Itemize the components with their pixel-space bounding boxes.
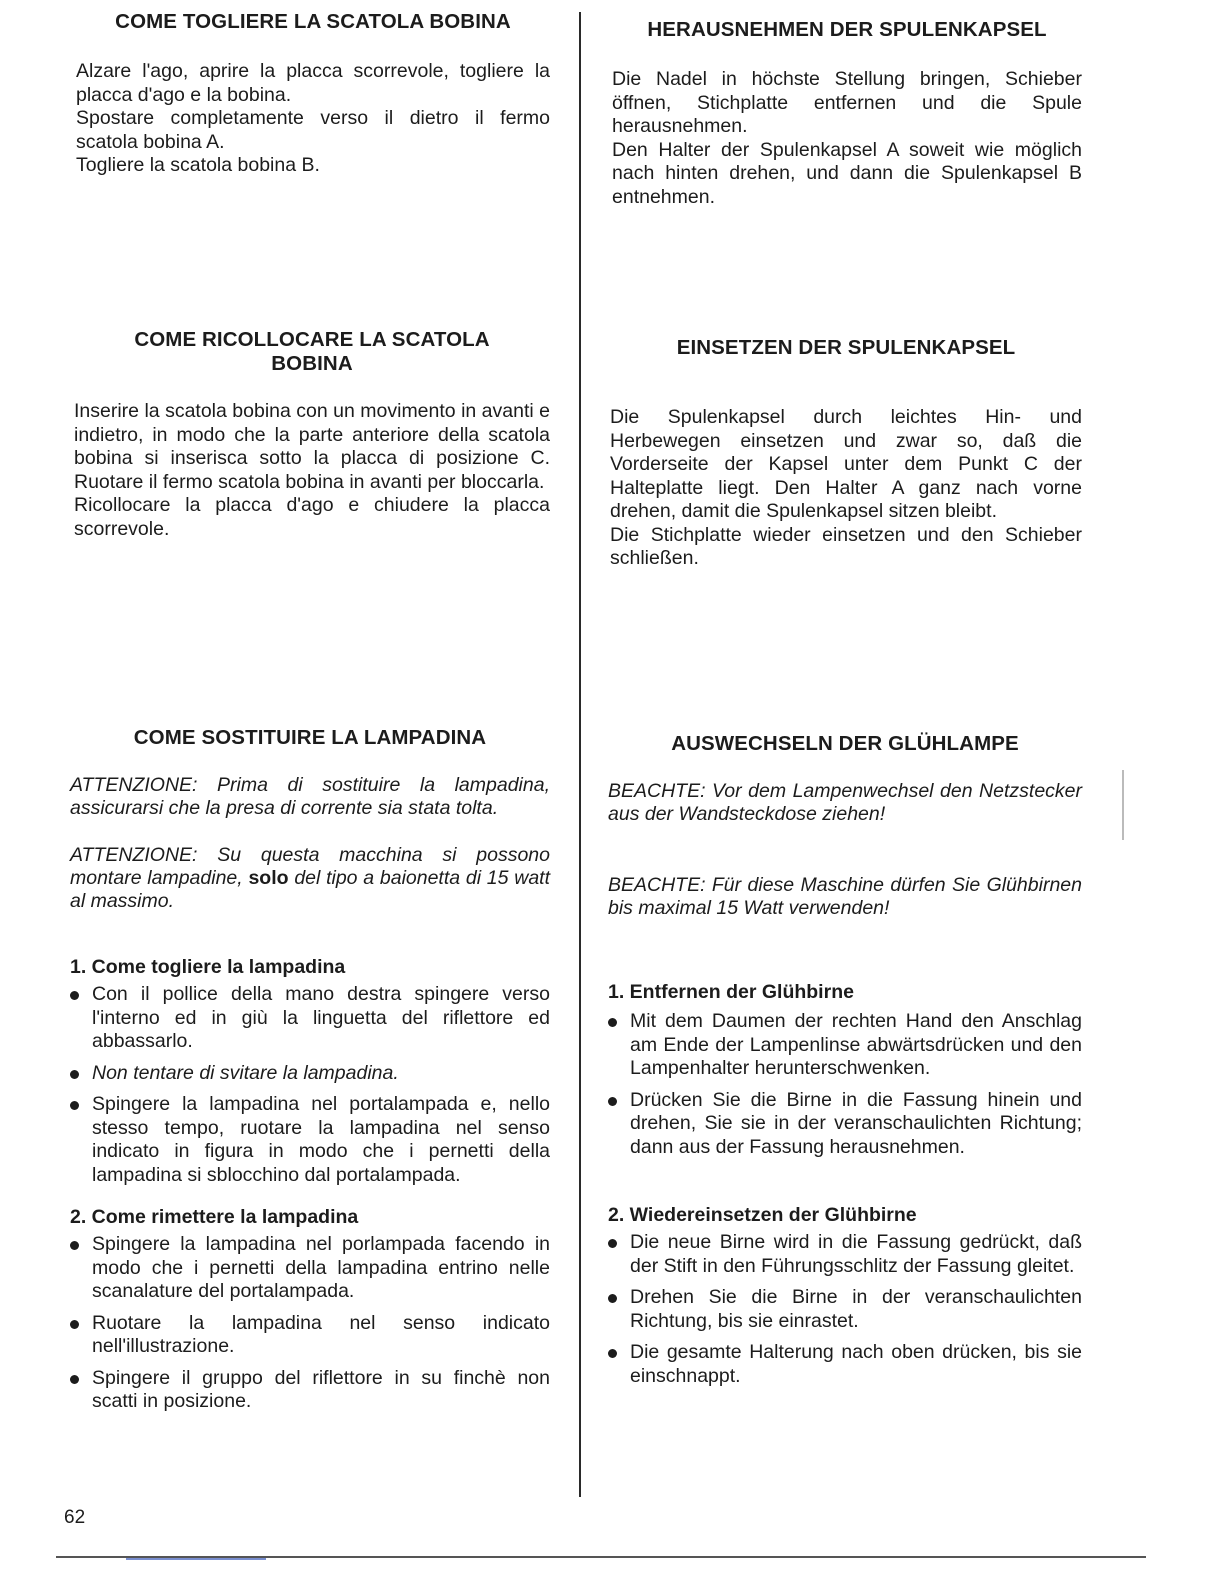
bullet-icon [70, 1375, 79, 1384]
it-remove-bobbin-section [76, 10, 550, 178]
de-step2-title: 2. Wiedereinsetzen der Glühbirne [608, 1204, 917, 1226]
list-item: Spingere la lampadina nel portalampada e, nello stesso tempo, ruotare la lampadina nel senso indicato in figura in modo che i pernetti della lampadina si sblocchino dal portalampada. [70, 1093, 550, 1187]
page-number: 62 [64, 1507, 86, 1528]
de-remove-bobbin-section [612, 18, 1082, 209]
de-bulb-note-1: BEACHTE: Vor dem Lampenwechsel den Netzstecker aus der Wandsteckdose ziehen! [608, 780, 1082, 825]
it-bulb-note-2-a: ATTENZIONE: Su questa macchina si possono montare lampadine, [70, 844, 550, 889]
it-step1-list [70, 983, 550, 1187]
de-bulb-note-2: BEACHTE: Für diese Maschine dürfen Sie Glühbirnen bis maximal 15 Watt verwenden! [608, 874, 1082, 919]
it-bulb-note-2 [70, 844, 550, 913]
list-item: Spingere il gruppo del riflettore in su finchè non scatti in posizione. [70, 1367, 550, 1414]
list-item: Ruotare la lampadina nel senso indicato nell'illustrazione. [70, 1312, 550, 1359]
it-bulb-section [70, 726, 550, 1422]
it-replace-bobbin-section [74, 328, 550, 541]
bullet-icon [608, 1097, 617, 1106]
bullet-icon [70, 1320, 79, 1329]
list-item: Die neue Birne wird in die Fassung gedrückt, daß der Stift in den Führungsschlitz der Fassung gleitet. [608, 1231, 1082, 1278]
it-remove-bobbin-title: COME TOGLIERE LA SCATOLA BOBINA [115, 10, 511, 33]
bullet-icon [70, 1101, 79, 1110]
list-item: Non tentare di svitare la lampadina. [70, 1062, 550, 1086]
list-item: Spingere la lampadina nel porlampada facendo in modo che i pernetti della lampadina entrino nelle scanalature del portalampada. [70, 1233, 550, 1304]
de-step1-title: 1. Entfernen der Glühbirne [608, 981, 854, 1003]
it-step2-list [70, 1233, 550, 1414]
de-remove-bobbin-text: Die Nadel in höchste Stellung bringen, Schieber öffnen, Stichplatte entfernen und die Spule herausnehmen. Den Halter der Spulenkapsel A soweit wie möglich nach hinten drehen, und dann die Spulenkapsel B entnehmen. [612, 68, 1082, 208]
bullet-icon [70, 1070, 79, 1079]
list-item: Con il pollice della mano destra spingere verso l'interno ed in giù la linguetta del riflettore ed abbassarlo. [70, 983, 550, 1054]
it-step1-title: 1. Come togliere la lampadina [70, 956, 346, 978]
it-bulb-note-1: ATTENZIONE: Prima di sostituire la lampadina, assicurarsi che la presa di corrente sia stata tolta. [70, 774, 550, 819]
scan-edge-mark [1122, 770, 1124, 840]
bottom-rule-accent [126, 1558, 266, 1560]
de-replace-bobbin-text: Die Spulenkapsel durch leichtes Hin- und Herbewegen einsetzen und zwar so, daß die Vorderseite der Kapsel unter dem Punkt C der Halteplatte liegt. Den Halter A ganz nach vorne drehen, damit die Spulenkapsel sitzen bleibt. Die Stichplatte wieder einsetzen und den Schieber schließen. [610, 406, 1082, 569]
bullet-icon [608, 1294, 617, 1303]
list-item: Drehen Sie die Birne in der veranschaulichten Richtung, bis sie einrastet. [608, 1286, 1082, 1333]
de-bulb-section [608, 732, 1082, 1396]
it-bulb-note-2-emphasis: solo [248, 867, 289, 889]
column-divider [579, 12, 581, 1497]
it-bulb-title: COME SOSTITUIRE LA LAMPADINA [133, 726, 487, 749]
it-bulb-note-2-c: del tipo a baionetta di 15 watt al massimo. [70, 867, 551, 912]
bullet-icon [608, 1239, 617, 1248]
it-replace-bobbin-text: Inserire la scatola bobina con un movimento in avanti e indietro, in modo che la parte anteriore della scatola bobina si inserisca sotto la placca di posizione C. Ruotare il fermo scatola bobina in avanti per bloccarla. Ricollocare la placca d'ago e chiudere la placca scorrevole. [74, 400, 550, 540]
bullet-icon [608, 1018, 617, 1027]
de-step2-list [608, 1231, 1082, 1388]
list-item: Die gesamte Halterung nach oben drücken, bis sie einschnappt. [608, 1341, 1082, 1388]
de-step1-list [608, 1010, 1082, 1159]
bullet-icon [70, 991, 79, 1000]
de-replace-bobbin-title: EINSETZEN DER SPULENKAPSEL [676, 336, 1016, 359]
de-bulb-title: AUSWECHSELN DER GLÜHLAMPE [671, 732, 1019, 755]
it-remove-bobbin-text: Alzare l'ago, aprire la placca scorrevole, togliere la placca d'ago e la bobina. Spostare completamente verso il dietro il fermo scatola bobina A. Togliere la scatola bobina B. [76, 60, 550, 176]
bullet-icon [608, 1349, 617, 1358]
bullet-icon [70, 1241, 79, 1250]
list-item: Drücken Sie die Birne in die Fassung hinein und drehen, Sie sie in der veranschaulichten Richtung; dann aus der Fassung herausnehmen. [608, 1089, 1082, 1160]
it-step2-title: 2. Come rimettere la lampadina [70, 1206, 359, 1228]
de-replace-bobbin-section [610, 336, 1082, 571]
it-replace-bobbin-title: COME RICOLLOCARE LA SCATOLA BOBINA [134, 328, 490, 375]
de-remove-bobbin-title: HERAUSNEHMEN DER SPULENKAPSEL [647, 18, 1047, 41]
list-item: Mit dem Daumen der rechten Hand den Anschlag am Ende der Lampenlinse abwärtsdrücken und den Lampenhalter herunterschwenken. [608, 1010, 1082, 1081]
